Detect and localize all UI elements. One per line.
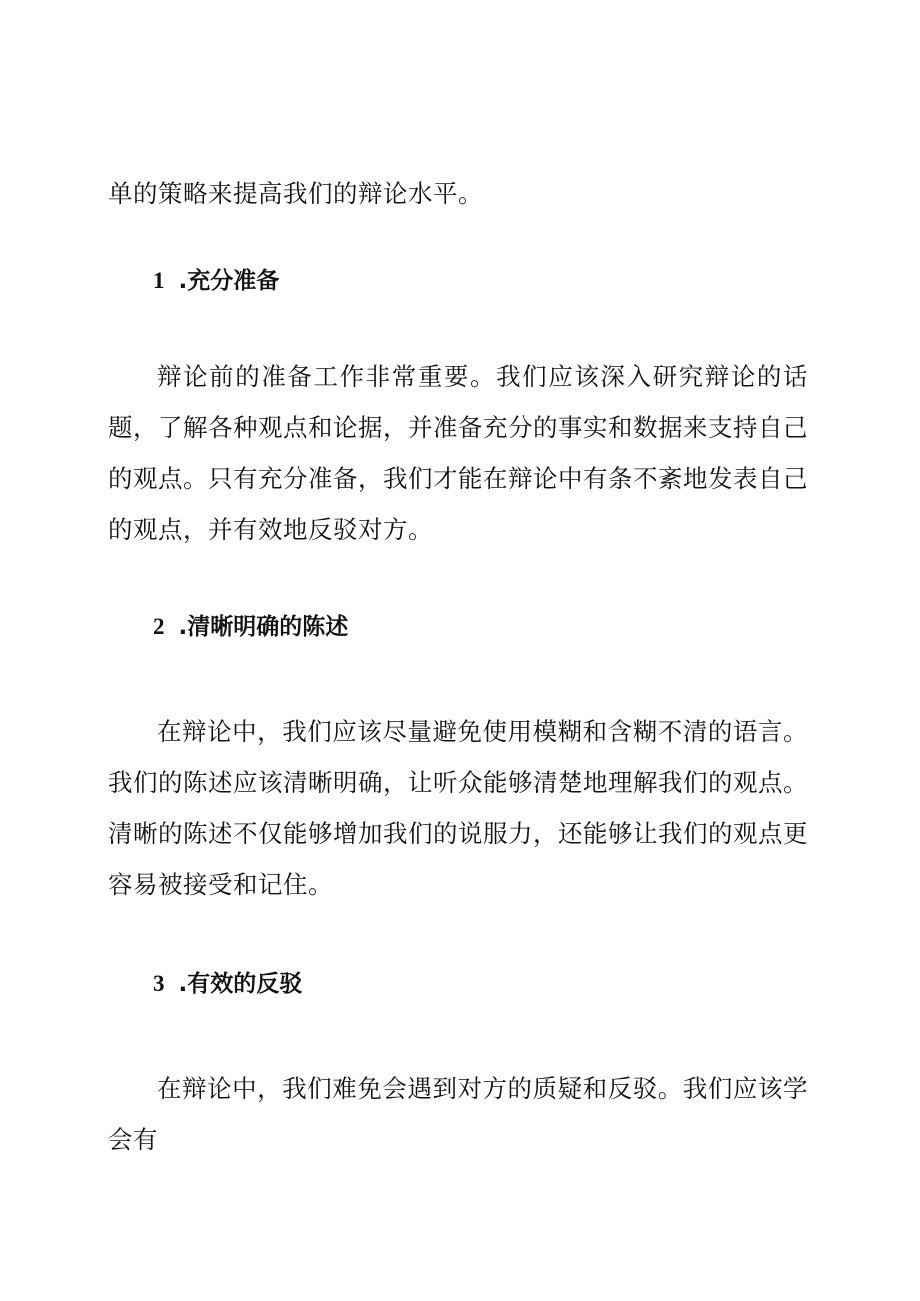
section-3-number: 3 [153, 971, 165, 996]
section-2-title: .清晰明确的陈述 [178, 614, 349, 640]
section-2-heading [153, 612, 348, 642]
section-3-body: 在辩论中，我们难免会遇到对方的质疑和反驳。我们应该学会有 [108, 1074, 808, 1154]
section-1-number: 1 [153, 268, 165, 293]
section-3-heading [153, 969, 302, 999]
section-1-body: 辩论前的准备工作非常重要。我们应该深入研究辩论的话题，了解各种观点和论据，并准备充分的事实和数据来支持自己的观点。只有充分准备，我们才能在辩论中有条不紊地发表自己的观点，并有效地反驳对方。 [108, 362, 808, 544]
intro-paragraph: 单的策略来提高我们的辩论水平。 [108, 179, 483, 208]
section-3-title: .有效的反驳 [178, 971, 303, 997]
section-2-number: 2 [153, 614, 165, 639]
section-2-body: 在辩论中，我们应该尽量避免使用模糊和含糊不清的语言。我们的陈述应该清晰明确，让听众能够清楚地理解我们的观点。清晰的陈述不仅能够增加我们的说服力，还能够让我们的观点更容易被接受和记住。 [108, 717, 808, 899]
section-1-title: .充分准备 [178, 268, 280, 294]
section-1-heading [153, 266, 279, 296]
